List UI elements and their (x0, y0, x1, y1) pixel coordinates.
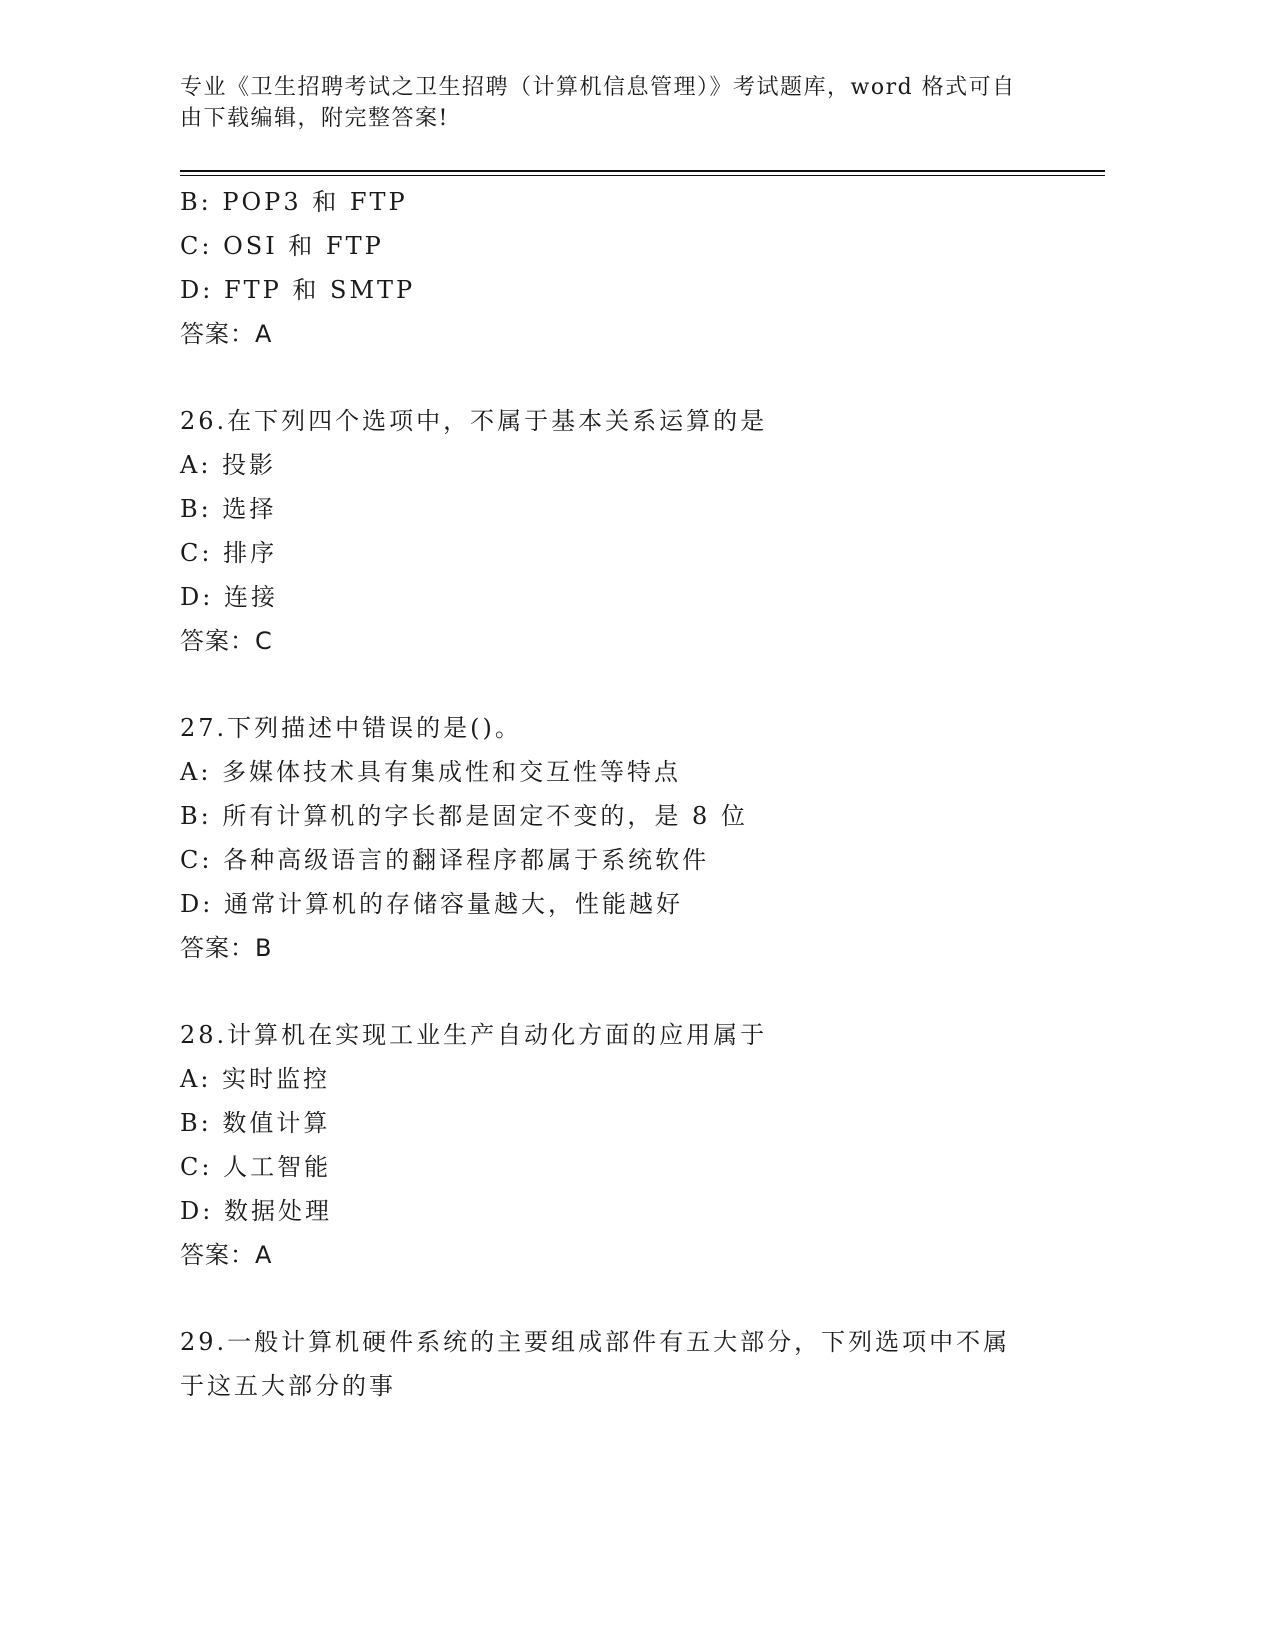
answer-line: 答案：A (180, 320, 273, 348)
option-c: C: 排序 (180, 539, 278, 567)
option-d: D: FTP 和 SMTP (180, 276, 416, 304)
question-block-25 (180, 180, 1080, 356)
answer-line: 答案：C (180, 627, 273, 655)
answer-line: 答案：A (180, 1241, 273, 1269)
option-a: A: 实时监控 (180, 1065, 331, 1093)
option-a: A: 多媒体技术具有集成性和交互性等特点 (180, 758, 682, 786)
option-b: B: POP3 和 FTP (180, 188, 408, 216)
question-title: 26.在下列四个选项中，不属于基本关系运算的是 (180, 407, 768, 435)
question-title: 28.计算机在实现工业生产自动化方面的应用属于 (180, 1021, 768, 1049)
question-block-29 (180, 1320, 1080, 1408)
question-list (180, 180, 1080, 1408)
option-c: C: 各种高级语言的翻译程序都属于系统软件 (180, 846, 710, 874)
header-rule-thin (180, 175, 1105, 176)
option-b: B: 选择 (180, 495, 277, 523)
option-d: D: 通常计算机的存储容量越大，性能越好 (180, 890, 683, 918)
option-d: D: 连接 (180, 583, 278, 611)
question-title-line-1: 29.一般计算机硬件系统的主要组成部件有五大部分，下列选项中不属 (180, 1328, 1011, 1356)
header-line-2: 由下载编辑，附完整答案! (180, 106, 449, 131)
question-block-26 (180, 399, 1080, 663)
option-b: B: 数值计算 (180, 1109, 331, 1137)
option-b: B: 所有计算机的字长都是固定不变的，是 8 位 (180, 802, 748, 830)
option-c: C: 人工智能 (180, 1153, 332, 1181)
answer-line: 答案：B (180, 934, 273, 962)
document-header (180, 72, 1060, 134)
option-a: A: 投影 (180, 451, 277, 479)
option-d: D: 数据处理 (180, 1197, 332, 1225)
question-title-line-2: 于这五大部分的事 (180, 1372, 396, 1400)
header-line-1: 专业《卫生招聘考试之卫生招聘（计算机信息管理）》考试题库，word 格式可自 (180, 75, 1016, 100)
header-rule-thick (180, 170, 1105, 172)
question-title: 27.下列描述中错误的是()。 (180, 714, 522, 742)
question-block-27 (180, 706, 1080, 970)
question-block-28 (180, 1013, 1080, 1277)
option-c: C: OSI 和 FTP (180, 232, 384, 260)
